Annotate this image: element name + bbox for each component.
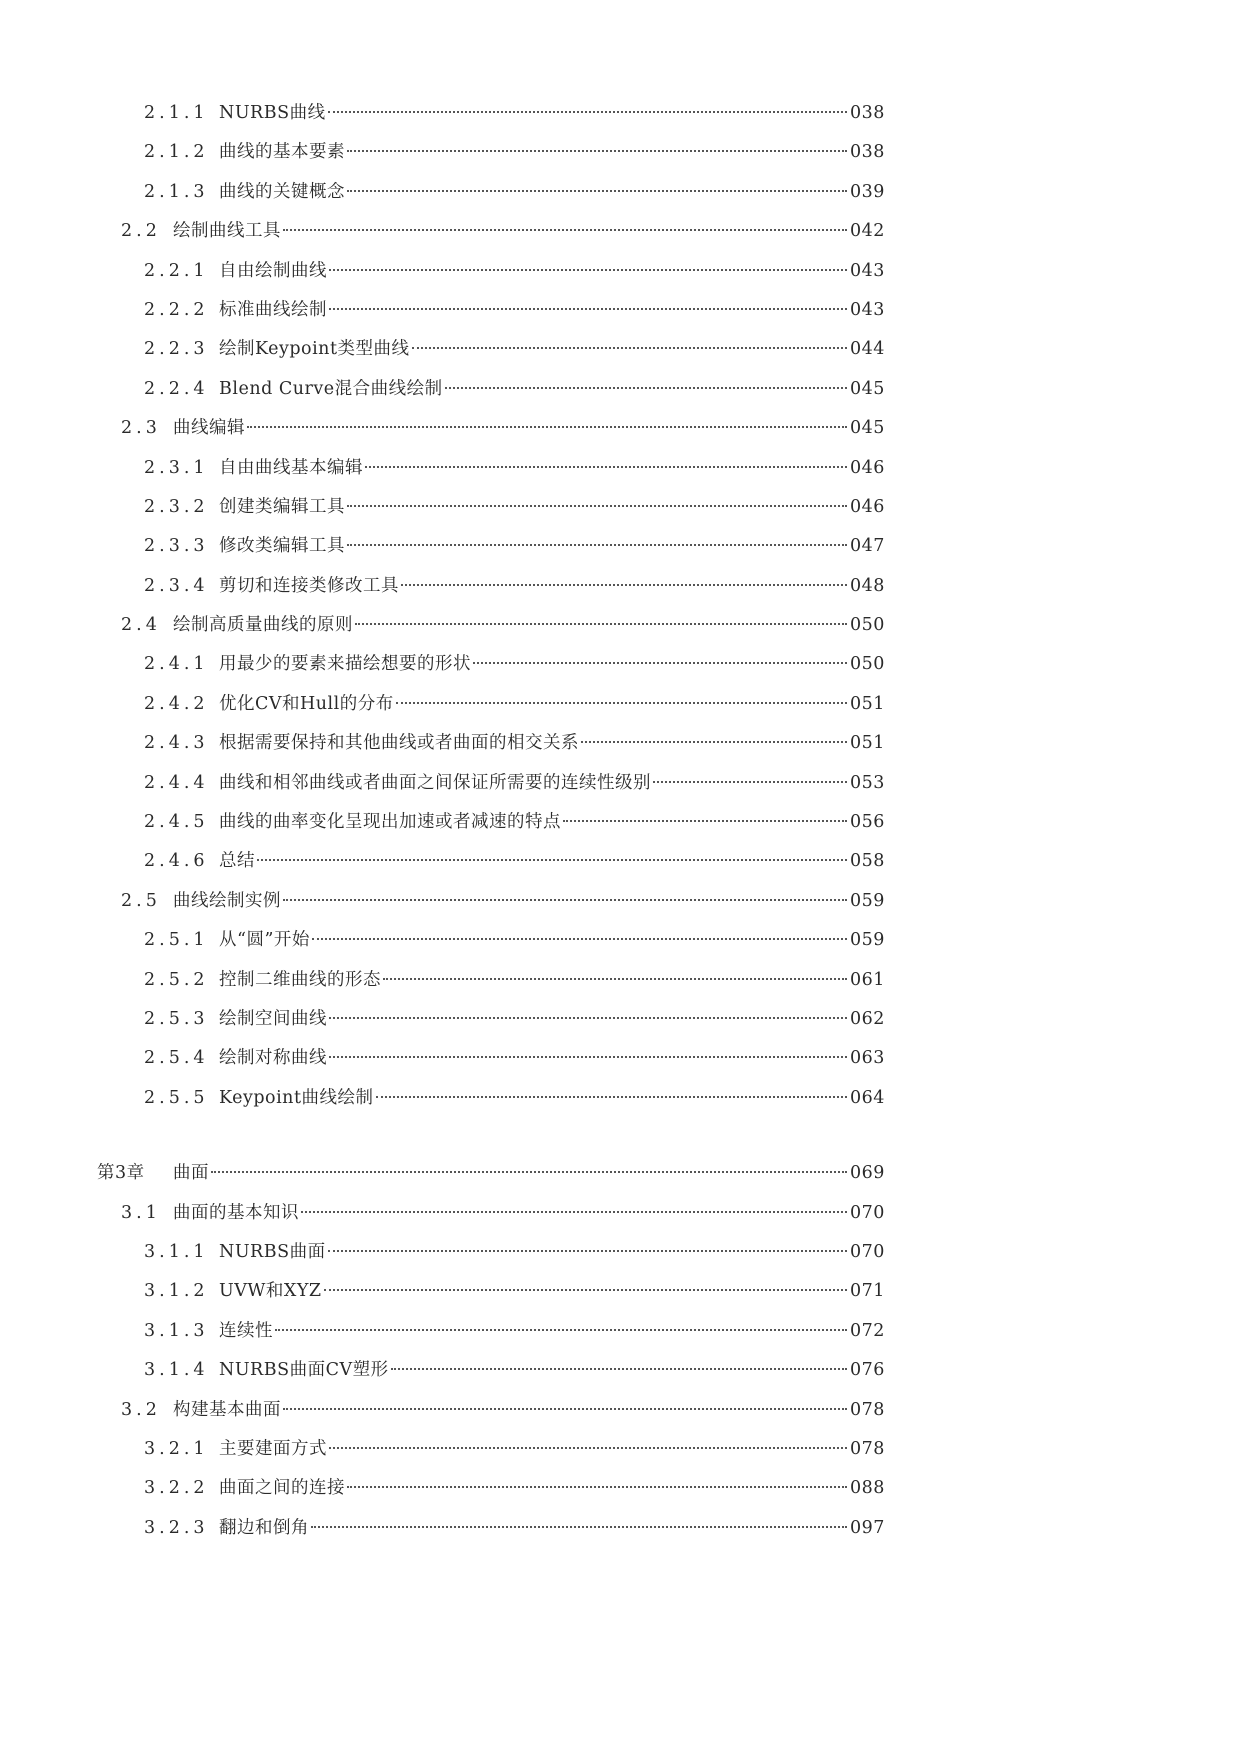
toc-entry: [0, 527, 1239, 566]
dot-leader: [401, 584, 847, 586]
toc-entry-page: 039: [850, 181, 885, 202]
dot-leader: [257, 859, 847, 861]
toc-entry-page: 045: [850, 378, 885, 399]
toc-entry-title: 绘制Keypoint类型曲线: [219, 339, 410, 360]
toc-entry-number: 3.2: [121, 1399, 161, 1420]
toc-entry-number: 2.2.4: [144, 378, 209, 399]
toc-entry: [0, 1509, 1239, 1548]
toc-entry-number: 3.1.4: [144, 1360, 209, 1381]
toc-entry-number: 3.1.2: [144, 1281, 209, 1302]
toc-entry-title: 曲线绘制实例: [173, 890, 281, 911]
dot-leader: [324, 1289, 847, 1291]
dot-leader: [412, 347, 848, 349]
toc-entry-number: 2.4.6: [144, 851, 209, 872]
toc-entry-number: 2.3.3: [144, 536, 209, 557]
toc-entry-page: 038: [850, 142, 885, 163]
toc-entry-page: 064: [850, 1087, 885, 1108]
toc-entry-title: 绘制高质量曲线的原则: [173, 615, 353, 636]
toc-entry-number: 3.2.1: [144, 1438, 209, 1459]
toc-entry-title: 总结: [219, 851, 255, 872]
toc-entry-title: 优化CV和Hull的分布: [219, 693, 394, 714]
toc-entry: [0, 291, 1239, 330]
dot-leader: [581, 741, 847, 743]
toc-entry-page: 070: [850, 1241, 885, 1262]
toc-entry: [0, 133, 1239, 172]
toc-entry: [0, 685, 1239, 724]
toc-entry-title: 曲面之间的连接: [219, 1478, 345, 1499]
toc-entry-page: 050: [850, 654, 885, 675]
toc-entry-title: 曲线编辑: [173, 418, 245, 439]
toc-entry: [0, 1233, 1239, 1272]
toc-entry-page: 038: [850, 103, 885, 123]
toc-entry: [0, 567, 1239, 606]
toc-entry-number: 2.5.3: [144, 1008, 209, 1029]
toc-entry-number: 2.2.2: [144, 299, 209, 320]
toc-entry-page: 050: [850, 615, 885, 636]
toc-entry-page: 059: [850, 930, 885, 951]
toc-entry-title: 连续性: [219, 1320, 273, 1341]
toc-entry: [0, 173, 1239, 212]
toc-entry-page: 043: [850, 260, 885, 281]
dot-leader: [283, 229, 847, 231]
toc-entry-title: 从“圆”开始: [219, 930, 310, 951]
toc-entry-title: 剪切和连接类修改工具: [219, 575, 399, 596]
toc-entry: [0, 1391, 1239, 1430]
toc-entry-title: 曲线的关键概念: [219, 181, 345, 202]
dot-leader: [347, 544, 847, 546]
toc-entry-title: 标准曲线绘制: [219, 299, 327, 320]
toc-entry-title: 曲面的基本知识: [173, 1202, 299, 1223]
toc-entry: [0, 645, 1239, 684]
toc-entry: [0, 252, 1239, 291]
toc-entry-page: 046: [850, 496, 885, 517]
dot-leader: [211, 1171, 847, 1173]
toc-entry-title: 主要建面方式: [219, 1438, 327, 1459]
toc-entry: [0, 409, 1239, 448]
toc-entry-number: 3.2.2: [144, 1478, 209, 1499]
toc-entry-title: 自由绘制曲线: [219, 260, 327, 281]
dot-leader: [301, 1211, 847, 1213]
dot-leader: [355, 623, 847, 625]
toc-entry: [0, 882, 1239, 921]
toc-entry-number: 3.1.3: [144, 1320, 209, 1341]
toc-entry: [0, 330, 1239, 369]
toc-entry: [0, 921, 1239, 960]
toc-entry-title: 控制二维曲线的形态: [219, 969, 381, 990]
toc-entry-page: 045: [850, 418, 885, 439]
toc-entry-number: 2.4.5: [144, 812, 209, 833]
toc-entry-title: 根据需要保持和其他曲线或者曲面的相交关系: [219, 733, 579, 754]
dot-leader: [275, 1329, 847, 1331]
dot-leader: [328, 111, 847, 113]
dot-leader: [329, 1447, 847, 1449]
toc-entry-page: 058: [850, 851, 885, 872]
toc-entry-number: 2.4.2: [144, 693, 209, 714]
table-of-contents: [0, 94, 1239, 1548]
toc-entry-page: 071: [850, 1281, 885, 1302]
toc-entry-number: 2.5: [121, 890, 161, 911]
toc-entry: [0, 1039, 1239, 1078]
toc-entry-page: 070: [850, 1202, 885, 1223]
toc-entry-page: 051: [850, 733, 885, 754]
toc-entry-page: 078: [850, 1438, 885, 1459]
toc-entry-page: 046: [850, 457, 885, 478]
toc-entry-title: 曲线的基本要素: [219, 142, 345, 163]
dot-leader: [329, 1017, 847, 1019]
toc-entry: [0, 1272, 1239, 1311]
toc-entry-title: 构建基本曲面: [173, 1399, 281, 1420]
toc-entry-title: 翻边和倒角: [219, 1517, 309, 1538]
dot-leader: [473, 662, 847, 664]
dot-leader: [329, 269, 847, 271]
toc-entry-number: 2.5.4: [144, 1048, 209, 1069]
toc-entry-title: 曲线的曲率变化呈现出加速或者减速的特点: [219, 812, 561, 833]
toc-entry-page: 042: [850, 221, 885, 242]
toc-entry: [0, 606, 1239, 645]
toc-entry-title: Keypoint曲线绘制: [219, 1087, 374, 1108]
toc-entry-title: NURBS曲线: [219, 103, 326, 123]
toc-entry: [0, 724, 1239, 763]
dot-leader: [653, 781, 847, 783]
dot-leader: [283, 899, 847, 901]
toc-entry-title: Blend Curve混合曲线绘制: [219, 378, 443, 399]
toc-entry: [0, 449, 1239, 488]
toc-entry-title: 用最少的要素来描绘想要的形状: [219, 654, 471, 675]
toc-entry: [0, 370, 1239, 409]
toc-entry-number: 2.4: [121, 615, 161, 636]
toc-entry-title: 绘制对称曲线: [219, 1048, 327, 1069]
toc-entry: [0, 1351, 1239, 1390]
toc-entry-page: 088: [850, 1478, 885, 1499]
toc-entry-number: 2.3.2: [144, 496, 209, 517]
toc-entry: [0, 1469, 1239, 1508]
dot-leader: [347, 150, 847, 152]
dot-leader: [383, 978, 847, 980]
toc-entry-number: 2.3.1: [144, 457, 209, 478]
toc-entry: [0, 94, 1239, 133]
toc-entry-page: 051: [850, 693, 885, 714]
toc-entry: [0, 488, 1239, 527]
toc-entry-page: 076: [850, 1360, 885, 1381]
toc-entry-number: 2.2.3: [144, 339, 209, 360]
toc-entry-title: 自由曲线基本编辑: [219, 457, 363, 478]
toc-entry: [0, 803, 1239, 842]
toc-entry: [0, 842, 1239, 881]
dot-leader: [347, 190, 847, 192]
toc-entry-page: 047: [850, 536, 885, 557]
toc-entry: [0, 961, 1239, 1000]
dot-leader: [563, 820, 847, 822]
dot-leader: [391, 1368, 847, 1370]
dot-leader: [445, 387, 847, 389]
toc-entry-page: 043: [850, 299, 885, 320]
toc-entry-page: 072: [850, 1320, 885, 1341]
toc-entry-number: 2.3: [121, 418, 161, 439]
toc-entry-page: 078: [850, 1399, 885, 1420]
toc-entry-page: 063: [850, 1048, 885, 1069]
toc-entry-number: 2.5.1: [144, 930, 209, 951]
toc-entry-number: 第3章: [97, 1163, 145, 1184]
toc-entry-number: 3.1.1: [144, 1241, 209, 1262]
toc-entry-number: 2.5.5: [144, 1087, 209, 1108]
toc-entry: [0, 1430, 1239, 1469]
toc-entry: [0, 1079, 1239, 1118]
dot-leader: [329, 308, 847, 310]
dot-leader: [396, 702, 847, 704]
dot-leader: [311, 1526, 847, 1528]
toc-entry-number: 3.1: [121, 1202, 161, 1223]
toc-entry-number: 2.4.4: [144, 772, 209, 793]
toc-entry-number: 2.5.2: [144, 969, 209, 990]
toc-entry-page: 062: [850, 1008, 885, 1029]
toc-entry-number: 2.4.1: [144, 654, 209, 675]
dot-leader: [347, 1486, 847, 1488]
toc-entry-title: 修改类编辑工具: [219, 536, 345, 557]
toc-entry-number: 2.1.3: [144, 181, 209, 202]
toc-entry-title: 绘制空间曲线: [219, 1008, 327, 1029]
toc-entry: [0, 1194, 1239, 1233]
dot-leader: [312, 938, 847, 940]
toc-entry-number: 2.1.2: [144, 142, 209, 163]
toc-entry-page: 061: [850, 969, 885, 990]
dot-leader: [329, 1056, 847, 1058]
toc-entry: [0, 212, 1239, 251]
toc-entry-number: 3.2.3: [144, 1517, 209, 1538]
toc-entry-title: UVW和XYZ: [219, 1281, 322, 1302]
toc-entry-title: 曲面: [173, 1163, 209, 1184]
dot-leader: [247, 426, 847, 428]
toc-entry-title: NURBS曲面CV塑形: [219, 1360, 389, 1381]
dot-leader: [365, 466, 847, 468]
toc-entry-title: 创建类编辑工具: [219, 496, 345, 517]
toc-entry-page: 097: [850, 1517, 885, 1538]
toc-entry-page: 059: [850, 890, 885, 911]
toc-entry-number: 2.3.4: [144, 575, 209, 596]
toc-entry-title: NURBS曲面: [219, 1241, 326, 1262]
toc-entry: [0, 764, 1239, 803]
dot-leader: [328, 1250, 847, 1252]
toc-entry-page: 056: [850, 812, 885, 833]
toc-entry-page: 069: [850, 1163, 885, 1184]
toc-entry-page: 053: [850, 772, 885, 793]
toc-entry-title: 曲线和相邻曲线或者曲面之间保证所需要的连续性级别: [219, 772, 651, 793]
dot-leader: [376, 1096, 848, 1098]
toc-entry: [0, 1312, 1239, 1351]
dot-leader: [283, 1408, 847, 1410]
toc-entry-page: 044: [850, 339, 885, 360]
toc-entry-number: 2.2: [121, 221, 161, 242]
toc-entry-page: 048: [850, 575, 885, 596]
dot-leader: [347, 505, 847, 507]
toc-entry-title: 绘制曲线工具: [173, 221, 281, 242]
toc-entry-number: 2.4.3: [144, 733, 209, 754]
toc-entry: [0, 1000, 1239, 1039]
toc-entry-number: 2.2.1: [144, 260, 209, 281]
toc-entry-number: 2.1.1: [144, 103, 209, 123]
toc-entry: [0, 1154, 1239, 1193]
